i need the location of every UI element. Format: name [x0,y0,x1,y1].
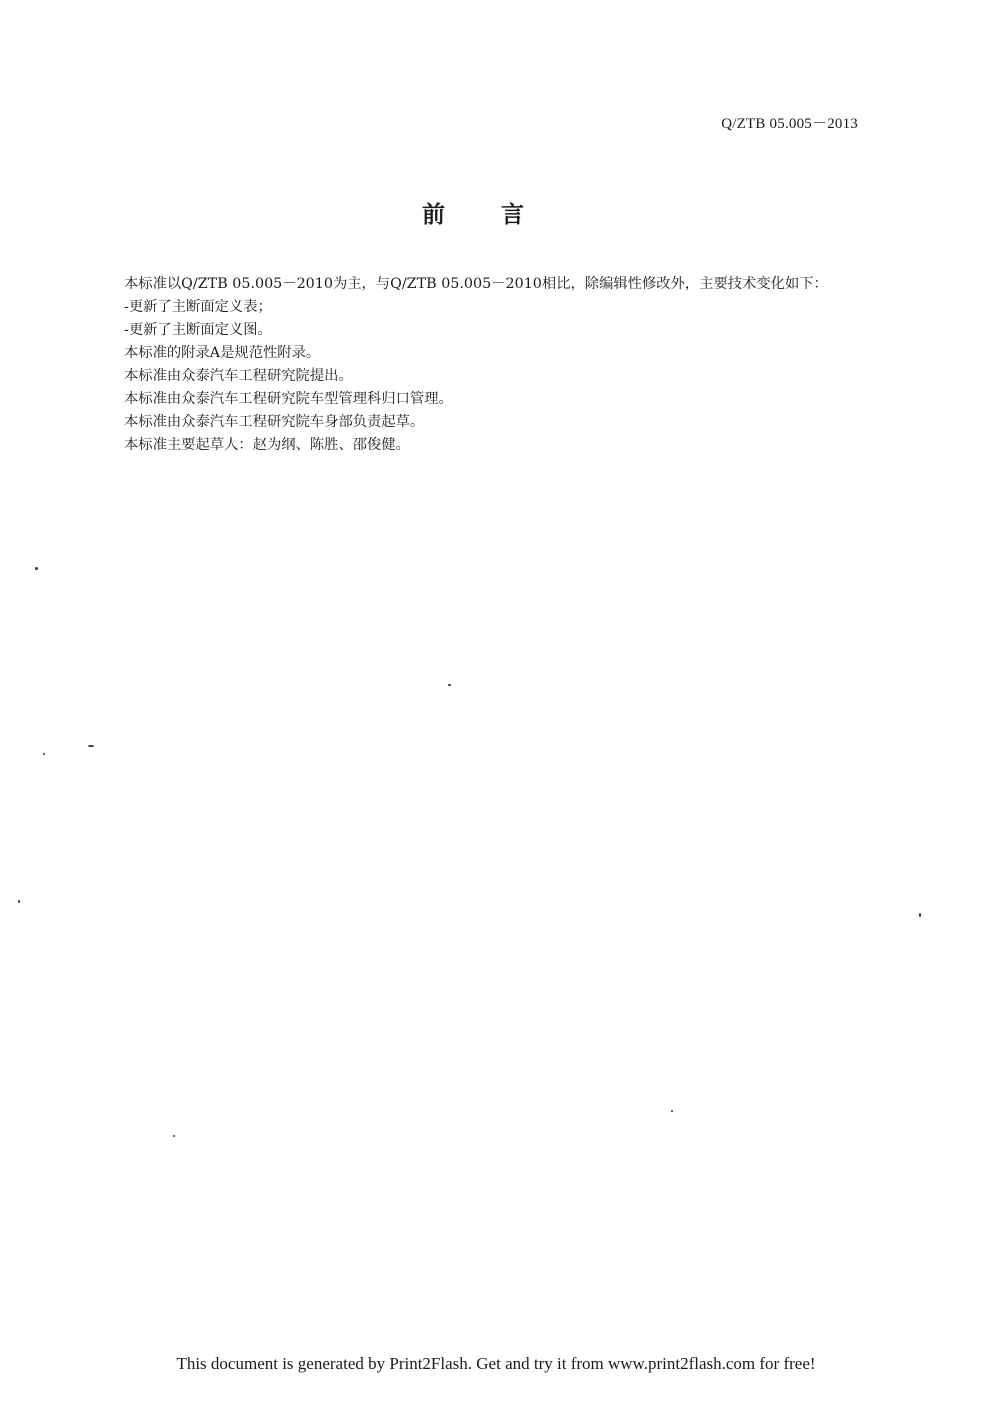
scan-speck [35,567,38,570]
statement-line: 本标准由众泰汽车工程研究院车身部负责起草。 [124,414,425,430]
scan-speck [448,684,451,686]
foreword-body [92,273,860,457]
change-item: -更新了主断面定义图。 [124,322,272,338]
scan-speck [919,913,921,917]
statement-line: 本标准的附录A是规范性附录。 [124,345,321,361]
scan-speck [18,900,20,903]
change-item: -更新了主断面定义表； [124,299,272,315]
statement-line: 本标准主要起草人：赵为纲、陈胜、邵俊健。 [124,437,410,453]
intro-paragraph: 本标准以Q/ZTB 05.005－2010为主，与Q/ZTB 05.005－2010相比，除编辑性修改外，主要技术变化如下： [124,276,828,292]
statement-line: 本标准由众泰汽车工程研究院提出。 [124,368,353,384]
generator-notice: This document is generated by Print2Flash. Get and try it from www.print2flash.com for free! [176,1354,816,1373]
scan-speck [173,1135,175,1137]
document-code: Q/ZTB 05.005－2013 [721,116,858,132]
scan-speck [671,1110,673,1112]
scan-speck [43,753,45,755]
statement-line: 本标准由众泰汽车工程研究院车型管理科归口管理。 [124,391,453,407]
page-title: 前言 [422,202,580,228]
scan-speck [88,745,94,747]
